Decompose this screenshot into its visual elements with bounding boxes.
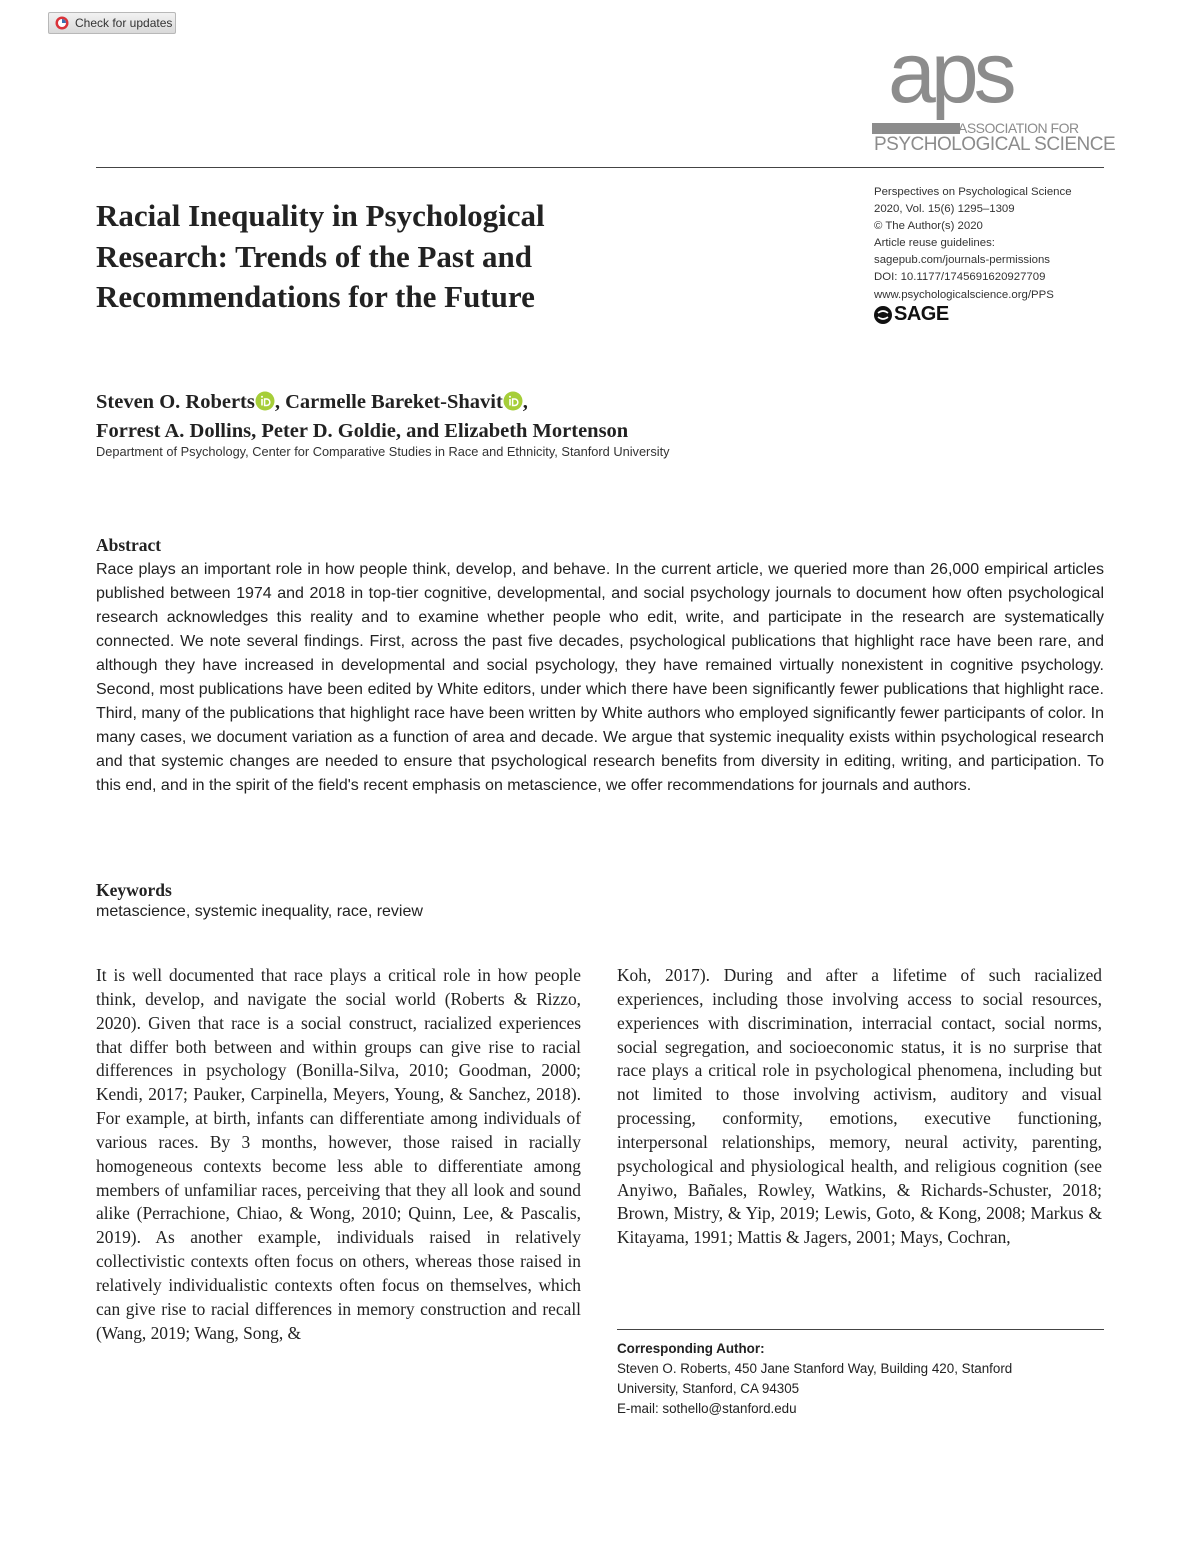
reuse-guidelines-label: Article reuse guidelines: (874, 237, 995, 250)
keywords-text: metascience, systemic inequality, race, review (96, 903, 423, 920)
corresponding-author-block (617, 1339, 1104, 1419)
journal-name: Perspectives on Psychological Science (874, 186, 1072, 198)
affiliation: Department of Psychology, Center for Comparative Studies in Race and Ethnicity, Stanford University (96, 444, 670, 459)
orcid-icon[interactable] (255, 391, 275, 411)
sage-logo-text: SAGE (894, 303, 949, 326)
abstract-heading: Abstract (96, 535, 162, 555)
article-title (96, 196, 736, 318)
author-names-line-2: Forrest A. Dollins, Peter D. Goldie, and Elizabeth Mortenson (96, 420, 629, 442)
title-line: Racial Inequality in Psychological (96, 198, 545, 233)
keywords-heading: Keywords (96, 880, 172, 900)
abstract-text: Race plays an important role in how people think, develop, and behave. In the current article, we queried more than 26,000 empirical articles published between 1974 and 2018 in top-tier cognitive, developmental, and social psychology journals to document how often psychological research acknowledges this reality and to examine whether people who edit, write, and participate in the research are systematically connected. We note several findings. First, across the past five decades, psychological publications that highlight race have been rare, and although they have increased in developmental and social psychology, they have remained virtually nonexistent in cognitive psychology. Second, most publications have been edited by White editors, under which there have been significantly fewer publications that highlight race. Third, many of the publications that highlight race have been written by White authors who employed significantly fewer participants of color. In many cases, we document variation as a function of area and decade. We argue that systemic inequality exists within psychological research and that systemic changes are needed to ensure that psychological research benefits from diversity in editing, writing, and participation. To this end, and in the spirit of the field's recent emphasis on metascience, we offer recommendations for journals and authors. (96, 561, 1104, 794)
orcid-icon[interactable] (503, 391, 523, 411)
body-text-column-left: It is well documented that race plays a critical role in how people think, develop, and navigate the social world (Roberts & Rizzo, 2020). Given that race is a social construct, racialized experiences that differ both between and within groups can give rise to racial differences in psychology (Bonilla-Silva, 2010; Goodman, 2000; Kendi, 2017; Pauker, Carpinella, Meyers, Young, & Sanchez, 2018). For example, at birth, infants can differentiate among individuals of various races. By 3 months, however, those raised in racially homogeneous contexts become less able to differentiate among members of unfamiliar races, perceiving that they all look and sound alike (Perrachione, Chiao, & Wong, 2010; Quinn, Lee, & Pascalis, 2019). As another example, individuals raised in relatively collectivistic contexts often focus on others, whereas those raised in relatively individualistic contexts often focus on themselves, which can give rise to racial differences in memory construction and recall (Wang, 2019; Wang, Song, & (96, 965, 581, 1343)
sage-logo (874, 303, 1114, 326)
author-name: Carmelle Bareket-Shavit (285, 391, 503, 413)
footnote-divider (617, 1329, 1104, 1330)
title-line: Recommendations for the Future (96, 279, 535, 314)
corresponding-author-heading: Corresponding Author: (617, 1341, 765, 1356)
title-line: Research: Trends of the Past and (96, 238, 533, 274)
sage-emblem-icon (874, 306, 892, 324)
journal-website-link[interactable]: www.psychologicalscience.org/PPS (874, 288, 1054, 301)
body-text-column-right: Koh, 2017). During and after a lifetime of such racialized experiences, including those involving access to social resources, experiences with discrimination, interracial contact, social norms, social segregation, and socioeconomic status, it is no surprise that race plays a critical role in psychological phenomena, including but not limited to those involving activism, auditory and visual processing, conformity, emotions, executive functioning, interpersonal relationships, memory, neural activity, parenting, psychological and physiological health, and religious cognition (see Anyiwo, Bañales, Rowley, Watkins, & Richards-Schuster, 2018; Brown, Mistry, & Yip, 2019; Lewis, Goto, & Kong, 2008; Markus & Kitayama, 1991; Mattis & Jagers, 2001; Mays, Cochran, (617, 965, 1102, 1248)
copyright: © The Author(s) 2020 (874, 220, 983, 233)
aps-logo (872, 25, 1116, 158)
journal-info (874, 184, 1114, 324)
aps-logo-line-2: PSYCHOLOGICAL SCIENCE (874, 134, 1116, 155)
aps-logo-line-1: ASSOCIATION FOR (958, 120, 1079, 136)
check-for-updates-label: Check for updates (75, 16, 173, 30)
doi-link[interactable]: DOI: 10.1177/1745691620927709 (874, 271, 1046, 284)
corresponding-author-address: Steven O. Roberts, 450 Jane Stanford Way, Building 420, Stanford (617, 1361, 1013, 1376)
author-list: Steven O. Roberts , Carmelle Bareket-Shavit , Forrest A. Dollins, Peter D. Goldie, and Elizabeth Mortenson (96, 388, 896, 446)
check-for-updates-button[interactable] (48, 12, 176, 34)
permissions-link[interactable]: sagepub.com/journals-permissions (874, 254, 1051, 267)
header-divider (96, 167, 1104, 168)
author-name: Steven O. Roberts (96, 391, 255, 413)
corresponding-author-email[interactable]: E-mail: sothello@stanford.edu (617, 1401, 797, 1416)
journal-volume: 2020, Vol. 15(6) 1295–1309 (874, 203, 1015, 216)
update-status-icon (55, 16, 69, 30)
aps-logo-word: aps (888, 25, 1012, 121)
corresponding-author-address: University, Stanford, CA 94305 (617, 1381, 800, 1396)
aps-logo-bar (872, 123, 960, 134)
